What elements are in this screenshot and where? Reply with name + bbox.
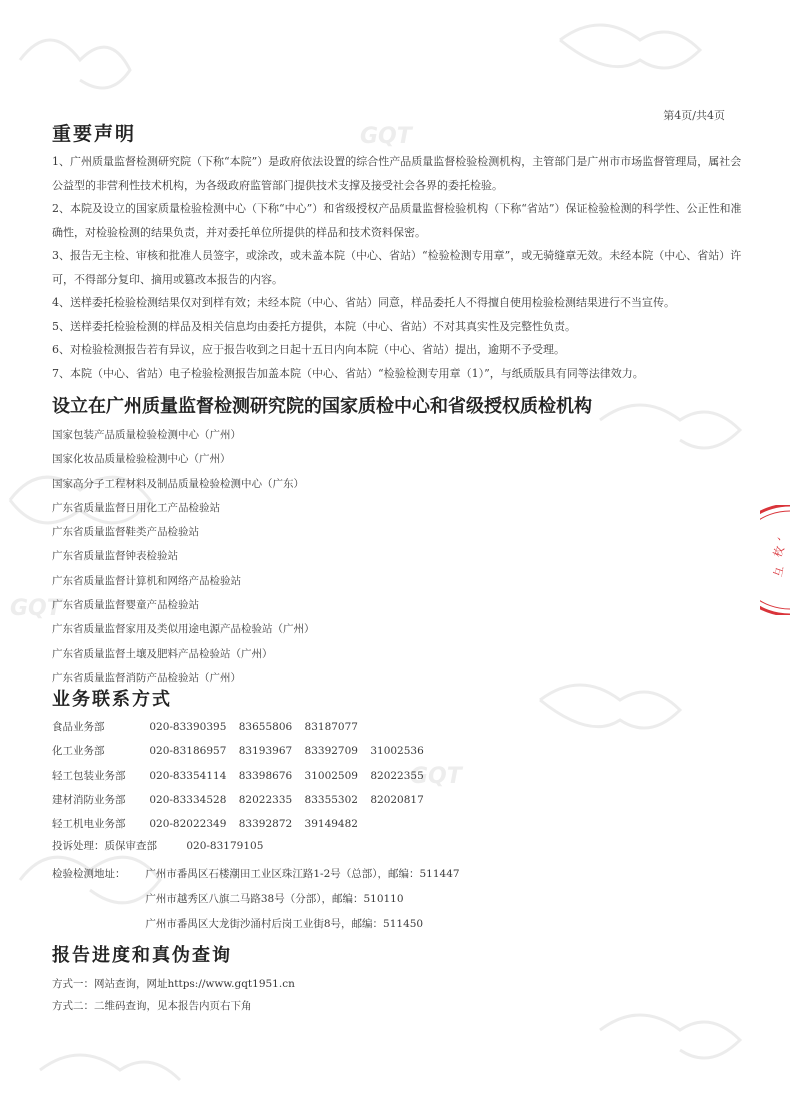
address-text: 广州市番禺区石楼潮田工业区珠江路1-2号（总部），邮编：511447 [145, 868, 460, 880]
svg-text:枚: 枚 [770, 544, 787, 560]
query-title: 报告进度和真伪查询 [52, 945, 232, 966]
svg-text:、: 、 [777, 529, 788, 542]
contact-row [52, 768, 433, 792]
institution-item: 广东省质量监督婴童产品检验站 [52, 599, 199, 612]
phone-number: 82020817 [370, 793, 424, 806]
contact-row [52, 792, 433, 816]
institution-item: 广东省质量监督钟表检验站 [52, 550, 178, 563]
contact-row [52, 816, 433, 840]
address-row [52, 891, 460, 916]
institution-item: 国家包装产品质量检验检测中心（广州） [52, 429, 241, 441]
phone-number: 020-83334528 [149, 793, 227, 806]
phone-number: 83187077 [304, 721, 358, 733]
phone-number: 020-83354114 [149, 769, 227, 782]
declaration-item: 7、本院（中心、省站）电子检验检测报告加盖本院（中心、省站）“检验检测专用章（1）”，与纸质版具有同等法律效力。 [52, 366, 644, 380]
phone-number: 020-83186957 [149, 745, 227, 758]
phone-number: 83655806 [238, 721, 293, 733]
phone-number: 31002509 [304, 769, 358, 782]
department-name: 食品业务部 [52, 721, 105, 733]
declaration-item: 3、报告无主检、审核和批准人员签字，或涂改，或未盖本院（中心、省站）“检验检测专用章”，或无骑缝章无效。未经本院（中心、省站）许可，不得部分复印、摘用或篡改本报告的内容。 [52, 249, 742, 286]
address-row [52, 916, 460, 941]
phone-number: 82022335 [238, 793, 293, 806]
address-row [52, 866, 460, 891]
phone-number: 020-83390395 [149, 721, 227, 733]
address-text: 广州市越秀区八旗二马路38号（分部），邮编：510110 [145, 893, 404, 905]
complaint-phone: 020-83179105 [186, 840, 264, 852]
phone-number: 83193967 [238, 745, 293, 758]
seal-stamp-edge [760, 505, 790, 615]
contact-row [52, 719, 433, 743]
address-label: 检验检测地址： [52, 868, 126, 880]
svg-text:GQT: GQT [410, 764, 462, 789]
declaration-item: 1、广州质量监督检测研究院（下称“本院”）是政府依法设置的综合性产品质量监督检验检测机构，主管部门是广州市市场监督管理局，属社会公益型的非营利性技术机构，为各级政府监管部门提供技术支撑及接受社会各界的委托检验。 [52, 155, 742, 192]
institution-item: 国家高分子工程材料及制品质量检验检测中心（广东） [52, 477, 304, 490]
phone-number: 39149482 [304, 818, 358, 831]
address-text: 广州市番禺区大龙街沙涌村后岗工业街8号，邮编：511450 [145, 918, 424, 930]
institution-item: 国家化妆品质量检验检测中心（广州） [52, 453, 231, 466]
institution-item: 广东省质量监督土壤及肥料产品检验站（广州） [52, 647, 273, 660]
institution-item: 广东省质量监督消防产品检验站（广州） [52, 671, 241, 684]
declaration-item: 5、送样委托检验检测的样品及相关信息均由委托方提供，本院（中心、省站）不对其真实性及完整性负责。 [52, 319, 576, 333]
department-name: 建材消防业务部 [52, 793, 126, 806]
department-name: 化工业务部 [52, 745, 105, 758]
institutions-title: 设立在广州质量监督检测研究院的国家质检中心和省级授权质检机构 [52, 396, 592, 417]
declaration-item: 4、送样委托检验检测结果仅对到样有效；未经本院（中心、省站）同意，样品委托人不得擅自使用检验检测结果进行不当宣传。 [52, 296, 675, 309]
svg-text:GQT: GQT [360, 124, 412, 149]
svg-text:GQT: GQT [10, 596, 62, 621]
query-methods [52, 976, 295, 1020]
contact-title: 业务联系方式 [52, 689, 172, 710]
department-name: 轻工包装业务部 [52, 769, 126, 782]
svg-text:彑: 彑 [771, 565, 787, 579]
institution-item: 广东省质量监督家用及类似用途电源产品检验站（广州） [52, 623, 315, 636]
phone-number: 31002536 [370, 745, 424, 758]
phone-number: 83392872 [238, 818, 293, 831]
institution-item: 广东省质量监督日用化工产品检验站 [52, 501, 220, 514]
contact-row [52, 743, 433, 767]
phone-number: 83398676 [238, 769, 293, 782]
institution-item: 广东省质量监督鞋类产品检验站 [52, 526, 199, 539]
institutions-list [52, 423, 315, 690]
complaint-label: 投诉处理：质保审查部 [52, 840, 157, 852]
phone-number: 82022355 [370, 769, 424, 782]
phone-number: 020-82022349 [149, 818, 227, 831]
contact-table [52, 719, 433, 840]
address-block [52, 866, 460, 941]
page-number: 第4页/共4页 [663, 109, 725, 122]
phone-number: 83355302 [304, 793, 358, 806]
phone-number: 83392709 [304, 745, 358, 758]
declaration-list [52, 150, 742, 385]
query-method-website: 方式一：网站查询，网址https://www.gqt1951.cn [52, 978, 295, 990]
declaration-title: 重要声明 [52, 123, 137, 145]
complaint-line [52, 838, 263, 853]
query-method-qrcode: 方式二：二维码查询，见本报告内页右下角 [52, 1000, 252, 1012]
declaration-item: 2、本院及设立的国家质量检验检测中心（下称“中心”）和省级授权产品质量监督检验机构（下称“省站”）保证检验检测的科学性、公正性和准确性，对检验检测的结果负责，并对委托单位所提供的样品和技术资料保密。 [52, 202, 742, 239]
department-name: 轻工机电业务部 [52, 818, 126, 831]
institution-item: 广东省质量监督计算机和网络产品检验站 [52, 574, 241, 587]
declaration-item: 6、对检验检测报告若有异议，应于报告收到之日起十五日内向本院（中心、省站）提出，逾期不予受理。 [52, 343, 565, 356]
